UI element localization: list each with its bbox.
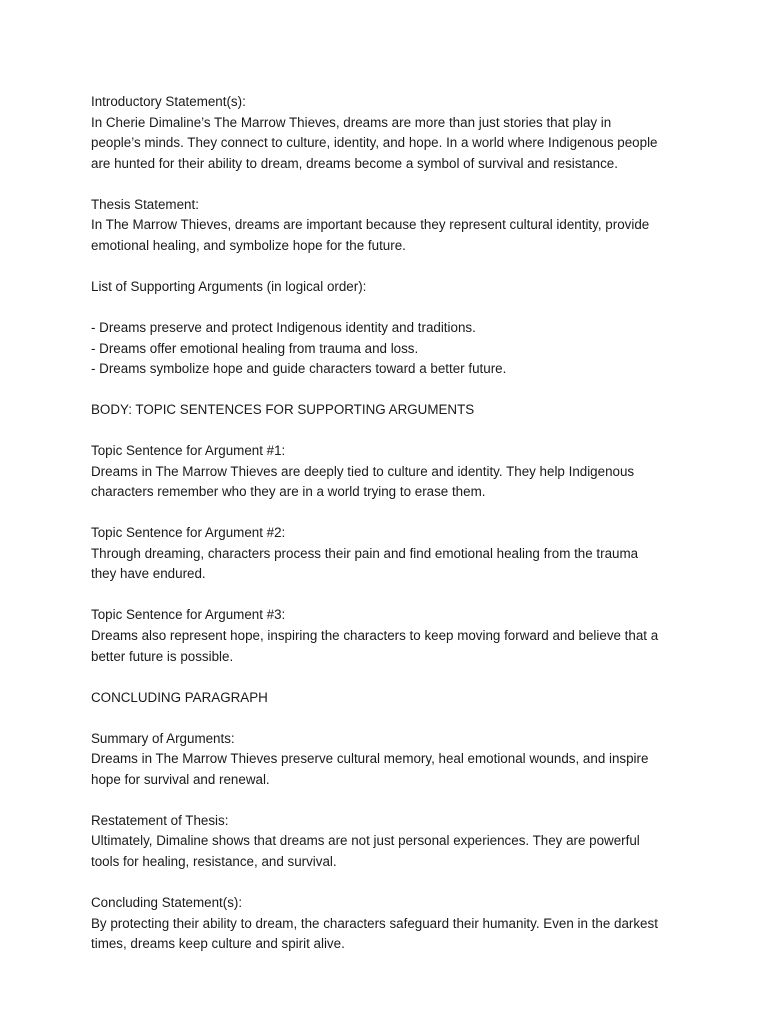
- paragraph-gap: [91, 298, 711, 318]
- topic-sentence-2-section: [91, 523, 711, 585]
- paragraph-gap: [91, 174, 711, 194]
- thesis-line: In The Marrow Thieves, dreams are important because they represent cultural identity, provide: [91, 217, 650, 233]
- topic-sentence-3-section: [91, 605, 711, 667]
- paragraph-gap: [91, 380, 711, 400]
- concluding-section-heading: CONCLUDING PARAGRAPH: [91, 689, 268, 705]
- topic-sentence-3-line: Dreams also represent hope, inspiring the characters to keep moving forward and believe that a: [91, 628, 659, 644]
- restatement-line: tools for healing, resistance, and survival.: [91, 853, 337, 869]
- summary-line: Dreams in The Marrow Thieves preserve cultural memory, heal emotional wounds, and inspire: [91, 751, 649, 767]
- concluding-statement-heading: Concluding Statement(s):: [91, 894, 243, 910]
- thesis-section: [91, 195, 711, 257]
- thesis-heading: Thesis Statement:: [91, 196, 199, 212]
- supporting-arguments-heading: List of Supporting Arguments (in logical order):: [91, 278, 367, 294]
- concluding-statement-section: [91, 893, 711, 955]
- summary-section: [91, 729, 711, 791]
- topic-sentence-1-line: Dreams in The Marrow Thieves are deeply tied to culture and identity. They help Indigenous: [91, 463, 635, 479]
- restatement-line: Ultimately, Dimaline shows that dreams are not just personal experiences. They are powerful: [91, 833, 640, 849]
- introductory-section: [91, 92, 711, 174]
- topic-sentence-1-section: [91, 441, 711, 503]
- summary-heading: Summary of Arguments:: [91, 730, 235, 746]
- supporting-argument-item: - Dreams preserve and protect Indigenous identity and traditions.: [91, 319, 476, 335]
- paragraph-gap: [91, 421, 711, 441]
- supporting-argument-item: - Dreams symbolize hope and guide characters toward a better future.: [91, 361, 507, 377]
- document-page: [91, 92, 711, 955]
- paragraph-gap: [91, 585, 711, 605]
- topic-sentence-2-line: they have endured.: [91, 566, 206, 582]
- concluding-statement-line: times, dreams keep culture and spirit alive.: [91, 936, 345, 952]
- restatement-heading: Restatement of Thesis:: [91, 812, 229, 828]
- supporting-arguments-section: [91, 277, 711, 380]
- topic-sentence-2-heading: Topic Sentence for Argument #2:: [91, 525, 286, 541]
- paragraph-gap: [91, 873, 711, 893]
- paragraph-gap: [91, 503, 711, 523]
- topic-sentence-3-line: better future is possible.: [91, 648, 234, 664]
- topic-sentence-1-heading: Topic Sentence for Argument #1:: [91, 443, 286, 459]
- summary-line: hope for survival and renewal.: [91, 771, 270, 787]
- topic-sentence-1-line: characters remember who they are in a world trying to erase them.: [91, 484, 486, 500]
- introductory-line: people’s minds. They connect to culture, identity, and hope. In a world where Indigenous people: [91, 135, 658, 151]
- topic-sentence-2-line: Through dreaming, characters process their pain and find emotional healing from the trauma: [91, 545, 639, 561]
- introductory-line: In Cherie Dimaline’s The Marrow Thieves, dreams are more than just stories that play in: [91, 114, 612, 130]
- introductory-line: are hunted for their ability to dream, dreams become a symbol of survival and resistance.: [91, 155, 618, 171]
- supporting-argument-item: - Dreams offer emotional healing from trauma and loss.: [91, 340, 419, 356]
- paragraph-gap: [91, 790, 711, 810]
- restatement-section: [91, 811, 711, 873]
- topic-sentence-3-heading: Topic Sentence for Argument #3:: [91, 607, 286, 623]
- paragraph-gap: [91, 667, 711, 687]
- paragraph-gap: [91, 708, 711, 728]
- thesis-line: emotional healing, and symbolize hope for the future.: [91, 237, 406, 253]
- introductory-heading: Introductory Statement(s):: [91, 94, 246, 109]
- concluding-statement-line: By protecting their ability to dream, the characters safeguard their humanity. Even in the darkest: [91, 915, 658, 931]
- paragraph-gap: [91, 257, 711, 277]
- body-section-heading: BODY: TOPIC SENTENCES FOR SUPPORTING ARGUMENTS: [91, 402, 475, 418]
